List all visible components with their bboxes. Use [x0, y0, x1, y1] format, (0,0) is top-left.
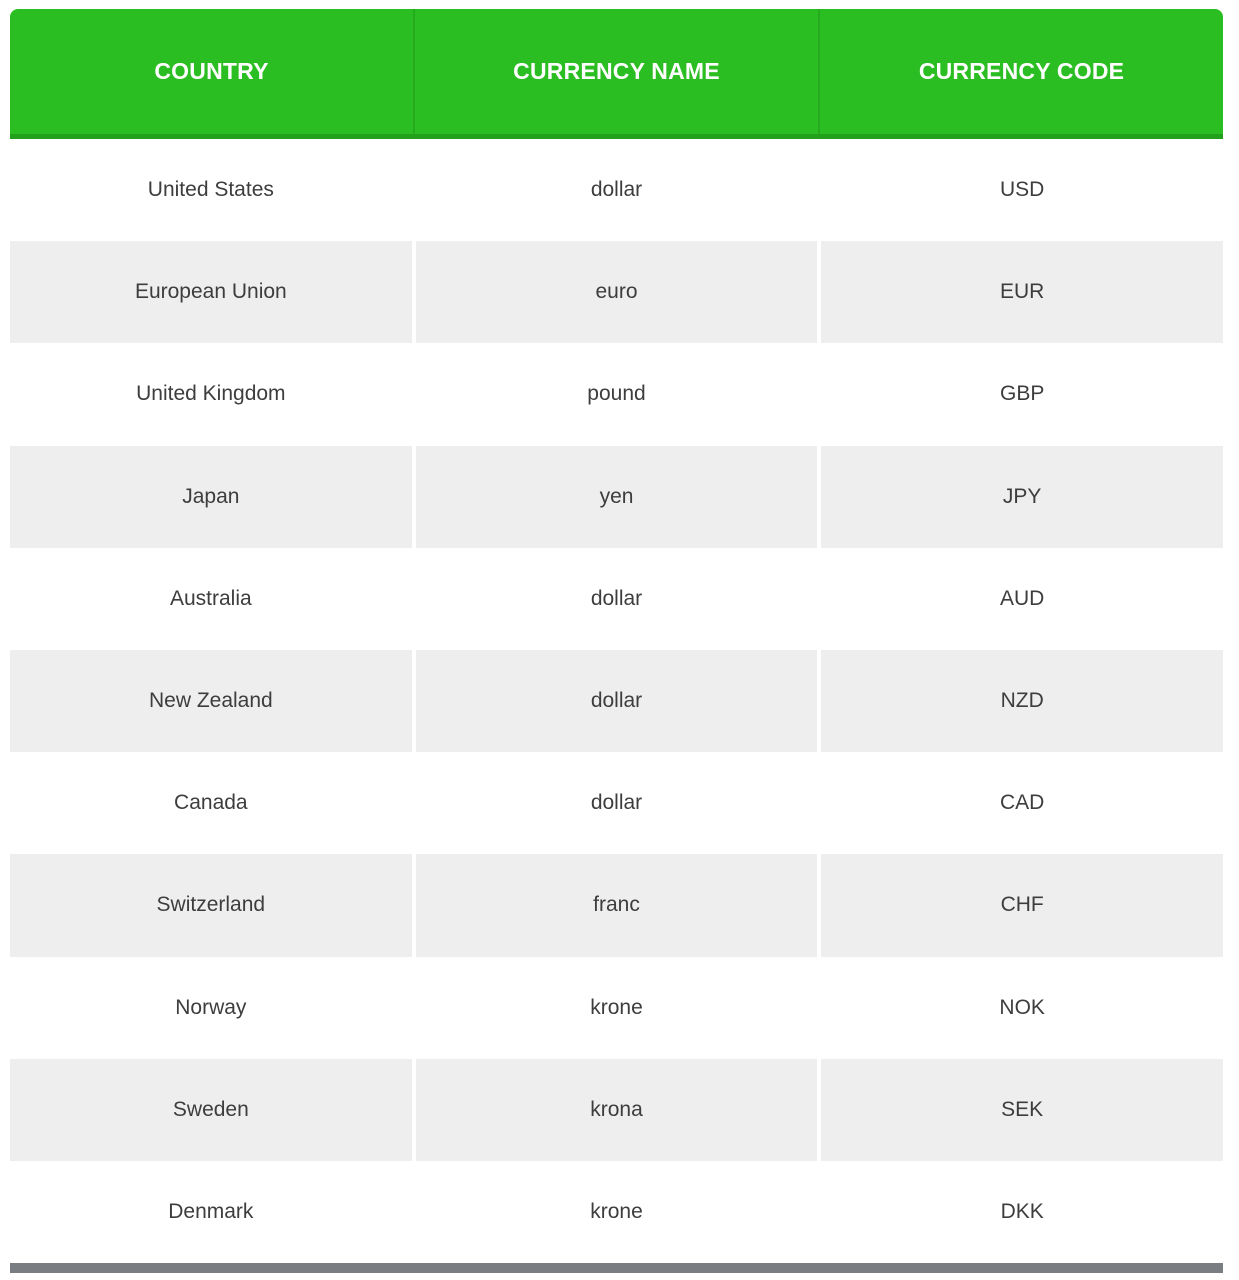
currency-table [10, 9, 1223, 1273]
table-row [10, 548, 1223, 650]
cell-currency-name: pound [587, 382, 646, 406]
cell-currency-name: krone [590, 1199, 643, 1223]
table-header [10, 9, 1223, 139]
cell-currency-name: franc [416, 854, 818, 956]
table-row [10, 139, 1223, 241]
cell-currency-name: yen [416, 446, 818, 548]
cell-currency-code: GBP [1000, 382, 1045, 406]
cell-currency-code: USD [1000, 178, 1045, 202]
header-currency-name[interactable]: CURRENCY NAME [413, 9, 818, 134]
cell-currency-code: DKK [1000, 1199, 1044, 1223]
cell-country: United States [147, 178, 274, 202]
cell-country: New Zealand [10, 650, 412, 752]
header-country[interactable]: COUNTRY [154, 58, 269, 84]
table-row [10, 752, 1223, 854]
cell-currency-code: AUD [1000, 586, 1045, 610]
cell-currency-name: krone [590, 995, 643, 1019]
table-row [10, 1161, 1223, 1263]
cell-currency-code: CHF [821, 854, 1223, 956]
cell-currency-name: dollar [416, 650, 818, 752]
table-row [10, 957, 1223, 1059]
table-footer-divider [10, 1263, 1223, 1273]
cell-currency-code: NZD [821, 650, 1223, 752]
table-row [10, 1059, 1223, 1161]
cell-country: Australia [169, 586, 252, 610]
cell-currency-code: JPY [821, 446, 1223, 548]
cell-currency-code: CAD [1000, 791, 1045, 815]
cell-country: Norway [175, 995, 247, 1019]
cell-country: Canada [174, 791, 248, 815]
cell-currency-code: EUR [821, 241, 1223, 343]
cell-currency-name: euro [416, 241, 818, 343]
cell-currency-name: krona [416, 1059, 818, 1161]
cell-country: Denmark [168, 1199, 254, 1223]
table-row [10, 343, 1223, 445]
table-row [10, 446, 1223, 548]
table-row [10, 241, 1223, 343]
cell-currency-code: SEK [821, 1059, 1223, 1161]
table-row [10, 650, 1223, 752]
cell-currency-name: dollar [590, 178, 643, 202]
cell-currency-name: dollar [590, 791, 643, 815]
cell-country: European Union [10, 241, 412, 343]
header-currency-code[interactable]: CURRENCY CODE [818, 9, 1223, 134]
table-row [10, 854, 1223, 956]
cell-currency-name: dollar [590, 586, 643, 610]
cell-country: Sweden [10, 1059, 412, 1161]
cell-country: Switzerland [10, 854, 412, 956]
cell-country: United Kingdom [136, 382, 286, 406]
cell-currency-code: NOK [999, 995, 1045, 1019]
cell-country: Japan [10, 446, 412, 548]
